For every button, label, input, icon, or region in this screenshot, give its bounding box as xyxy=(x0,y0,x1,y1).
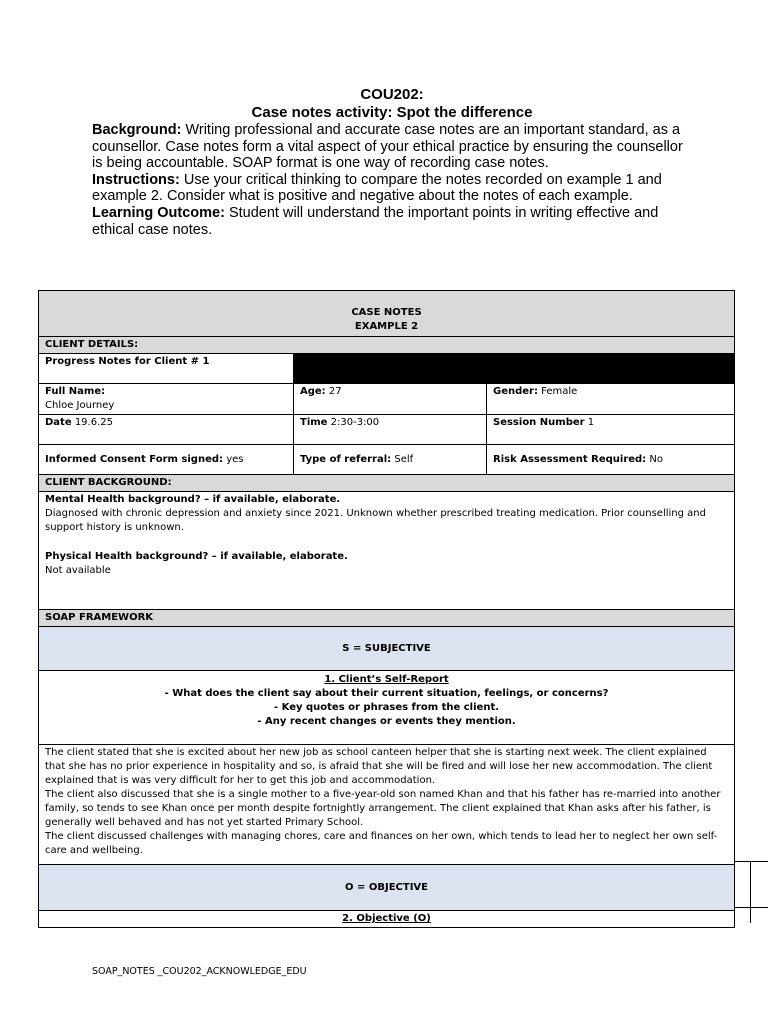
activity-title: Case notes activity: Spot the difference xyxy=(251,104,533,121)
client-details-header: CLIENT DETAILS: xyxy=(39,337,735,354)
session-value: 1 xyxy=(587,417,595,428)
consent-value: yes xyxy=(226,453,244,465)
outcome-text: Student will understand the important points in writing effective and ethical case notes. xyxy=(92,204,659,238)
notes-paragraph-3: The client discussed challenges with managing chores, care and finances on her own, which tends to lead her to neglect her own self-care and wellbeing. xyxy=(45,831,718,856)
document-header xyxy=(92,86,692,238)
course-code: COU202: xyxy=(360,86,424,103)
subjective-notes xyxy=(39,745,735,865)
redacted-block xyxy=(294,354,735,384)
case-notes-table xyxy=(38,290,735,928)
risk-label: Risk Assessment Required: xyxy=(493,453,647,465)
case-notes-heading xyxy=(39,291,735,337)
mental-health-question: Mental Health background? – if available, elaborate. xyxy=(45,494,341,505)
time-value: 2:30-3:00 xyxy=(330,417,380,428)
self-report-question-1: - What does the client say about their current situation, feelings, or concerns? xyxy=(164,688,609,699)
background-paragraph xyxy=(92,122,692,172)
table-edge-line xyxy=(734,907,768,908)
physical-health-question: Physical Health background? – if available, elaborate. xyxy=(45,551,348,562)
document-footer: SOAP_NOTES _COU202_ACKNOWLEDGE_EDU xyxy=(92,966,307,977)
case-notes-title: CASE NOTES xyxy=(351,307,422,318)
gender-label: Gender: xyxy=(493,386,538,397)
gender-value: Female xyxy=(541,386,578,397)
time-cell xyxy=(294,415,487,445)
subjective-heading: S = SUBJECTIVE xyxy=(39,627,735,671)
progress-notes-label: Progress Notes for Client # 1 xyxy=(39,354,294,384)
referral-cell xyxy=(294,445,487,475)
full-name-cell xyxy=(39,384,294,415)
self-report-prompts xyxy=(39,671,735,745)
self-report-title: 1. Client’s Self-Report xyxy=(324,674,449,685)
full-name-value: Chloe Journey xyxy=(45,400,115,411)
instructions-text: Use your critical thinking to compare the notes recorded on example 1 and example 2. Consider what is positive and negative about the notes of each example. xyxy=(92,171,662,205)
age-cell xyxy=(294,384,487,415)
soap-framework-header: SOAP FRAMEWORK xyxy=(39,610,735,627)
date-cell xyxy=(39,415,294,445)
client-background-header: CLIENT BACKGROUND: xyxy=(39,475,735,492)
instructions-label: Instructions: xyxy=(92,171,180,188)
time-label: Time xyxy=(300,417,328,428)
referral-label: Type of referral: xyxy=(300,453,392,465)
background-label: Background: xyxy=(92,122,182,138)
table-edge-line xyxy=(750,861,751,923)
session-cell xyxy=(487,415,735,445)
risk-value: No xyxy=(649,453,663,465)
risk-cell xyxy=(487,445,735,475)
session-label: Session Number xyxy=(493,417,585,428)
consent-cell xyxy=(39,445,294,475)
physical-health-answer: Not available xyxy=(45,565,111,576)
outcome-label: Learning Outcome: xyxy=(92,204,225,221)
mental-health-answer: Diagnosed with chronic depression and anxiety since 2021. Unknown whether prescribed treating medication. Prior counselling and support history is unknown. xyxy=(45,508,706,533)
example-label: EXAMPLE 2 xyxy=(354,321,419,332)
consent-label: Informed Consent Form signed: xyxy=(45,453,224,465)
notes-paragraph-1: The client stated that she is excited about her new job as school canteen helper that she is starting next week. The client explained that she has no prior experience in hospitality and so, is afraid that she will be fired and will lose her new accommodation. The client explained that is was very difficult for her to get this job and accommodation. xyxy=(45,747,713,786)
full-name-label: Full Name: xyxy=(45,386,106,397)
client-background-content xyxy=(39,492,735,610)
gender-cell xyxy=(487,384,735,415)
age-value: 27 xyxy=(328,386,342,397)
date-value: 19.6.25 xyxy=(74,417,113,428)
age-label: Age: xyxy=(300,386,326,397)
self-report-question-2: - Key quotes or phrases from the client. xyxy=(274,702,500,713)
background-text: Writing professional and accurate case notes are an important standard, as a counsellor. Case notes form a vital aspect of your ethical practice by ensuring the counsellor is being accountable. SOAP format is one way of recording case notes. xyxy=(92,122,683,172)
objective-title: 2. Objective (O) xyxy=(39,911,735,928)
date-label: Date xyxy=(45,417,72,428)
table-edge-line xyxy=(734,861,768,862)
self-report-question-3: - Any recent changes or events they mention. xyxy=(257,716,516,727)
notes-paragraph-2: The client also discussed that she is a single mother to a five-year-old son named Khan and that his father has re-married into another family, so tends to see Khan once per month despite fortnightly arrangement. The client explained that Khan asks after his father, is generally well behaved and has not yet started Primary School. xyxy=(45,789,721,828)
instructions-paragraph xyxy=(92,172,692,205)
objective-heading: O = OBJECTIVE xyxy=(39,865,735,911)
outcome-paragraph xyxy=(92,205,692,238)
referral-value: Self xyxy=(394,453,414,465)
